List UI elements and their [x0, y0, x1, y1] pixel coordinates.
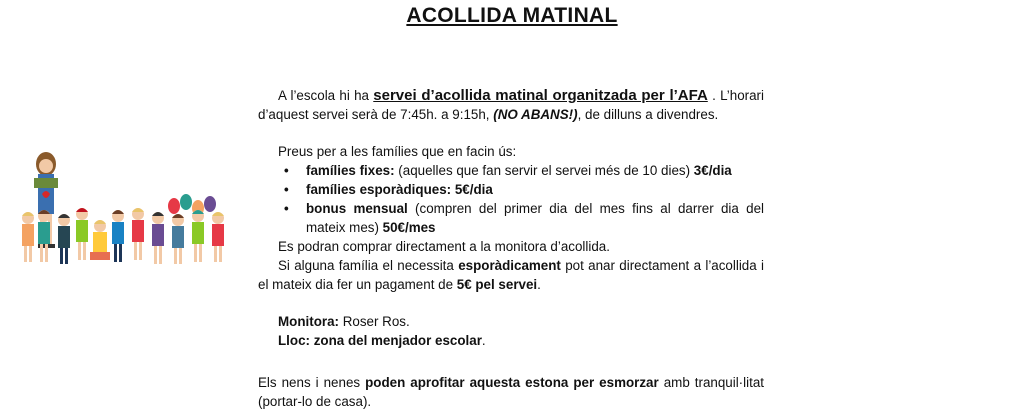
- price-item-fixed: • famílies fixes: (aquelles que fan servir el servei més de 10 dies) 3€/dia: [306, 161, 764, 180]
- monitor-line: Monitora: Roser Ros.: [278, 314, 410, 329]
- price-item-monthly: • bonus mensual (compren del primer dia del mes fins al darrer dia del mateix mes) 50€/mes: [306, 199, 764, 237]
- intro-paragraph: A l’escola hi ha servei d’acollida matinal organitzada per l’AFA . L’horari d’aquest servei serà de 7:45h. a 9:15h, (NO ABANS!), de dilluns a divendres.: [258, 87, 764, 122]
- page-title: ACOLLIDA MATINAL: [406, 4, 618, 27]
- prices-intro: Preus per a les famílies que en facin ús:: [278, 144, 517, 159]
- document-body: [258, 86, 764, 350]
- place-line: Lloc: zona del menjador escolar.: [278, 333, 486, 348]
- sporadic-note: Si alguna família el necessita esporàdicament pot anar directament a l’acollida i el mateix dia fer un pagament de 5€ pel servei.: [258, 258, 765, 292]
- intro-highlight: servei d’acollida matinal organitzada per l’AFA: [373, 87, 708, 104]
- buy-note: Es podran comprar directament a la monitora d’acollida.: [278, 239, 610, 254]
- price-item-sporadic: • famílies esporàdiques: 5€/dia: [306, 180, 764, 199]
- no-before-note: (NO ABANS!): [493, 107, 578, 122]
- children-row: [22, 208, 224, 264]
- children-illustration: [14, 150, 244, 290]
- price-list: [258, 161, 764, 237]
- breakfast-note: Els nens i nenes poden aprofitar aquesta estona per esmorzar amb tranquil·litat (portar-lo de casa).: [258, 375, 764, 409]
- balloons: [168, 194, 216, 216]
